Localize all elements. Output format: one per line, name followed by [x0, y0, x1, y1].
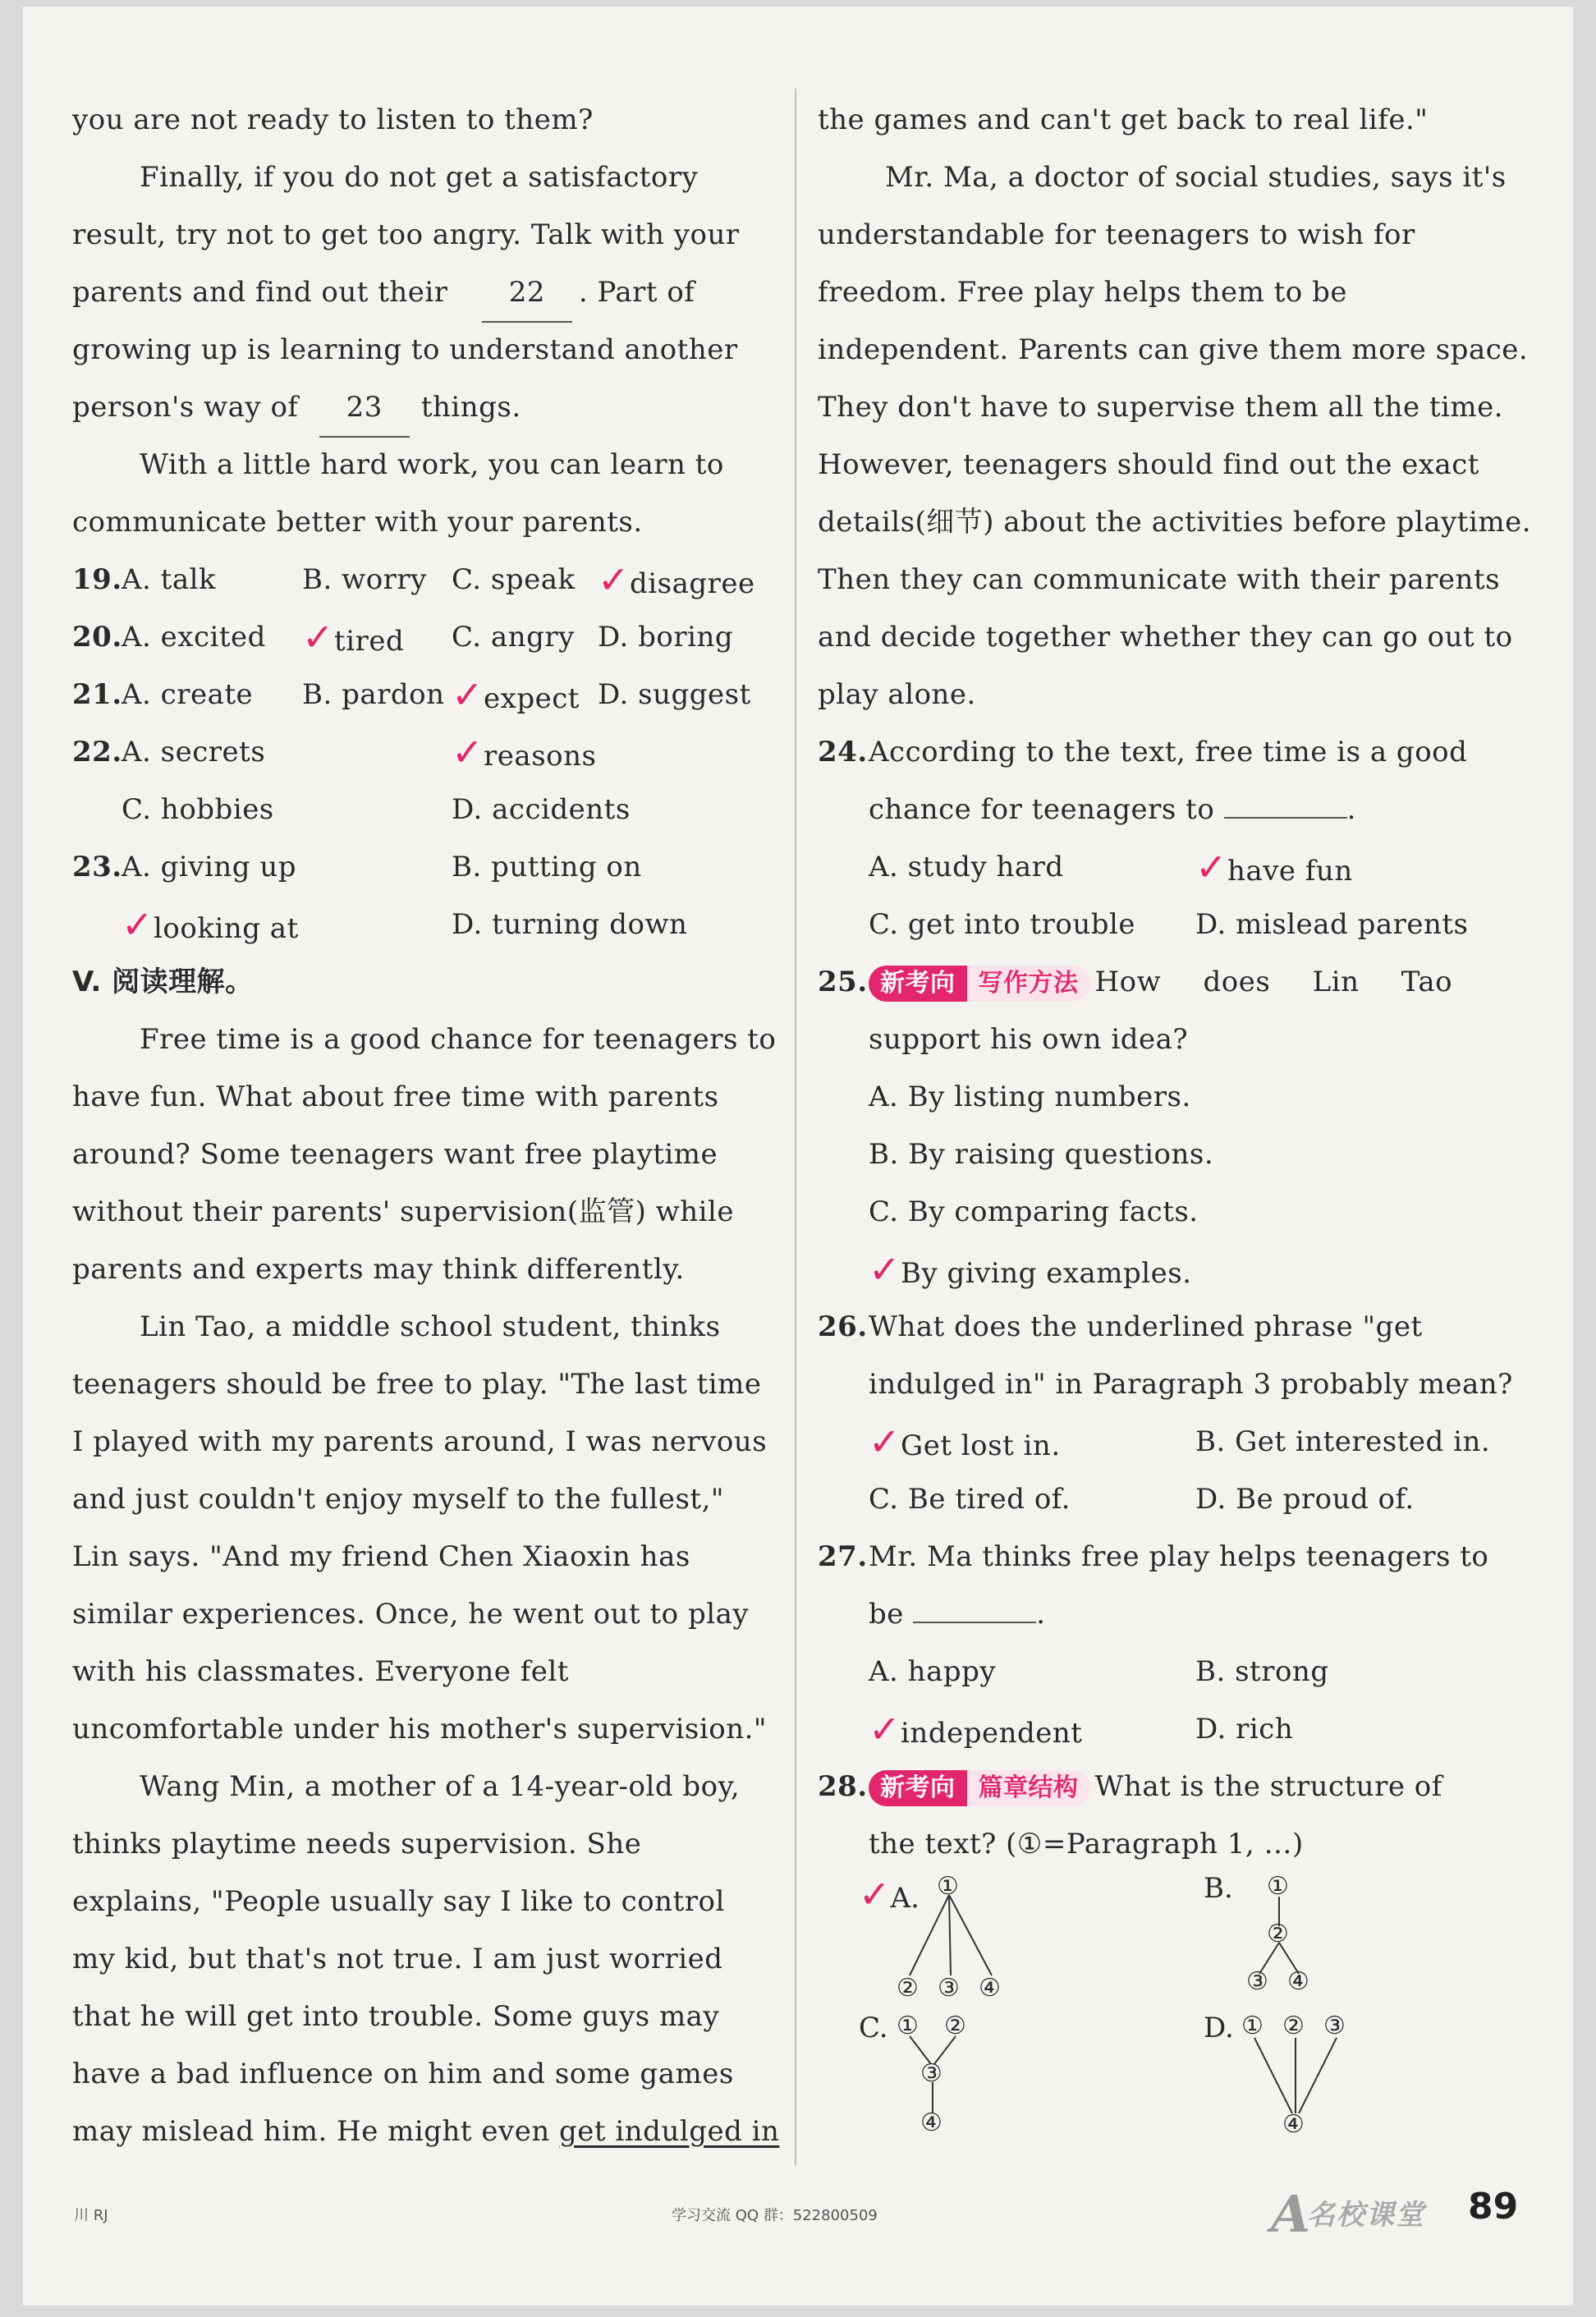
question-number: 21.: [72, 678, 122, 711]
node-1: ①: [1267, 1872, 1289, 1901]
question-stem: According to the text, free time is a good: [869, 736, 1468, 769]
tree-diagram: [859, 2010, 1105, 2158]
question-number: 28.: [818, 1770, 868, 1803]
option-b: [1195, 838, 1353, 900]
text-fragment: person's way of: [72, 391, 299, 424]
text-fragment: parents and find out their: [72, 276, 448, 309]
option-c: C. Be tired of.: [869, 1483, 1071, 1516]
structure-diagram-d: [1204, 2010, 1450, 2158]
node-2: ②: [1282, 2012, 1305, 2040]
option-c: C. speak: [452, 563, 576, 596]
checkmark-icon: ✓: [869, 1247, 901, 1292]
question-26-options: [818, 1470, 1524, 1528]
option-label: C. By comparing facts.: [869, 1195, 1199, 1228]
text-line: communicate better with your parents.: [72, 506, 643, 539]
column-divider: [795, 89, 796, 2166]
text-line: growing up is learning to understand another: [72, 333, 738, 366]
option-c: C. angry: [452, 621, 575, 654]
checkmark-icon: ✓: [122, 902, 154, 947]
text-line: [72, 264, 778, 321]
structure-diagram-b: [1204, 1870, 1417, 2010]
question-26-options: [818, 1413, 1524, 1470]
option-label: independent: [901, 1717, 1083, 1750]
node-4: ④: [979, 1974, 1001, 2003]
passage-line: independent. Parents can give them more space.: [818, 333, 1529, 366]
option-d: D. rich: [1195, 1713, 1294, 1746]
passage-line: I played with my parents around, I was nervous: [72, 1425, 768, 1458]
passage-line: understandable for teenagers to wish for: [818, 218, 1415, 251]
text-line: result, try not to get too angry. Talk with your: [72, 218, 740, 251]
question-28: [818, 1758, 1524, 1815]
passage-line: and decide together whether they can go out to: [818, 621, 1513, 654]
logo-letter-icon: A: [1271, 2184, 1311, 2244]
question-23-cont: [72, 896, 778, 953]
passage-line: similar experiences. Once, he went out to play: [72, 1598, 750, 1631]
option-label: B. By raising questions.: [869, 1138, 1214, 1171]
checkmark-icon: ✓: [302, 615, 335, 659]
option-c: [818, 1183, 1524, 1241]
tag-new-trend: 新考向: [869, 1770, 967, 1806]
option-label: A. By listing numbers.: [869, 1081, 1191, 1113]
node-3: ③: [1323, 2012, 1346, 2040]
question-19: [72, 551, 778, 608]
option-d: D.: [1204, 2012, 1234, 2044]
passage-line: Wang Min, a mother of a 14-year-old boy,: [140, 1770, 741, 1803]
question-21: [72, 666, 778, 723]
text-line: Finally, if you do not get a satisfactory: [140, 161, 699, 194]
passage-line: parents and experts may think differently.: [72, 1253, 685, 1286]
option-label: Get lost in.: [901, 1429, 1061, 1462]
option-label: looking at: [154, 912, 299, 945]
question-22: [72, 723, 778, 781]
question-stem: Mr. Ma thinks free play helps teenagers to: [869, 1540, 1489, 1573]
option-c: C.: [859, 2012, 888, 2044]
option-a: A. happy: [869, 1655, 997, 1688]
checkmark-icon: ✓: [869, 1707, 901, 1751]
underlined-phrase: get indulged in: [559, 2115, 780, 2148]
question-number: 22.: [72, 736, 122, 769]
passage-line: the games and can't get back to real life.": [818, 103, 1429, 136]
question-24-stem: [818, 781, 1524, 838]
question-number: 20.: [72, 621, 122, 654]
node-2: ②: [944, 2012, 966, 2040]
passage-line: around? Some teenagers want free playtime: [72, 1138, 718, 1171]
question-number: 27.: [818, 1540, 868, 1573]
question-number: 26.: [818, 1310, 868, 1343]
text-line: [72, 379, 778, 436]
passage-line: have fun. What about free time with parents: [72, 1081, 719, 1113]
text-fragment: may mislead him. He might even: [72, 2115, 550, 2148]
option-label: expect: [484, 682, 580, 715]
page: [23, 7, 1573, 2306]
node-3: ③: [920, 2059, 942, 2088]
question-26-stem: [818, 1356, 1524, 1413]
node-3: ③: [1246, 1967, 1268, 1996]
passage-line: explains, "People usually say I like to control: [72, 1885, 725, 1918]
option-label: A.: [890, 1882, 920, 1915]
structure-diagram-a: [859, 1870, 1105, 2010]
passage-line: teenagers should be free to play. "The last time: [72, 1368, 762, 1401]
question-24: [818, 723, 1524, 781]
option-b: B. pardon: [302, 678, 445, 711]
blank-22: 22: [482, 264, 572, 323]
option-b: [818, 1126, 1524, 1183]
option-d: [818, 1241, 1524, 1298]
option-d: D. accidents: [452, 793, 631, 826]
question-20: [72, 608, 778, 666]
node-2: ②: [897, 1974, 919, 2003]
option-b: B. Get interested in.: [1195, 1425, 1491, 1458]
passage-line: that he will get into trouble. Some guys may: [72, 2000, 720, 2033]
option-a: A. secrets: [122, 736, 266, 769]
page-number: 89: [1468, 2186, 1519, 2228]
question-number: 25.: [818, 966, 868, 998]
option-b: B. strong: [1195, 1655, 1329, 1688]
passage-line: However, teenagers should find out the exact: [818, 448, 1479, 481]
option-b: B. putting on: [452, 851, 642, 883]
question-24-options: [818, 896, 1524, 953]
question-number: 23.: [72, 851, 122, 883]
question-stem: support his own idea?: [869, 1023, 1189, 1056]
brand-logo: [1271, 2184, 1476, 2244]
passage-line: my kid, but that's not true. I am just worried: [72, 1943, 723, 1975]
question-stem: indulged in" in Paragraph 3 probably mean?: [869, 1368, 1513, 1401]
question-26: [818, 1298, 1524, 1356]
footer-qq-group: 学习交流 QQ 群：522800509: [672, 2207, 878, 2224]
question-22-cont: [72, 781, 778, 838]
text-line: you are not ready to listen to them?: [72, 103, 594, 136]
node-1: ①: [1241, 2012, 1264, 2040]
option-c: C. hobbies: [122, 793, 274, 826]
question-stem: How does Lin Tao: [1094, 966, 1453, 998]
node-3: ③: [938, 1974, 960, 2003]
structure-diagram-c: [859, 2010, 1105, 2158]
question-stem: What does the underlined phrase "get: [869, 1310, 1423, 1343]
tag-category: 写作方法: [967, 966, 1090, 1002]
question-23: [72, 838, 778, 896]
option-c: [452, 666, 580, 727]
option-b: B. worry: [302, 563, 427, 596]
question-27-stem: [818, 1585, 1524, 1643]
text-fragment: . Part of: [578, 276, 695, 309]
answer-blank: [1224, 817, 1347, 819]
passage-line: uncomfortable under his mother's supervision.": [72, 1713, 768, 1746]
node-1: ①: [937, 1872, 959, 1901]
passage-line: freedom. Free play helps them to be: [818, 276, 1347, 309]
passage-line: Free time is a good chance for teenagers to: [140, 1023, 777, 1056]
option-label: have fun: [1227, 855, 1353, 888]
question-25: [818, 953, 1524, 1011]
passage-line: Lin says. "And my friend Chen Xiaoxin has: [72, 1540, 690, 1573]
checkmark-icon: ✓: [452, 730, 484, 774]
option-a: A. talk: [122, 563, 217, 596]
option-c: [869, 1700, 1082, 1762]
option-label: reasons: [484, 740, 597, 773]
answer-blank: [913, 1622, 1036, 1623]
checkmark-icon: ✓: [1195, 845, 1228, 889]
footer-edition: 川 RJ: [74, 2207, 108, 2224]
node-2: ②: [1267, 1920, 1289, 1948]
option-d: D. Be proud of.: [1195, 1483, 1415, 1516]
option-a: [869, 1413, 1061, 1475]
option-c: C. get into trouble: [869, 908, 1136, 941]
passage-line: have a bad influence on him and some games: [72, 2058, 734, 2090]
passage-line: without their parents' supervision(监管) while: [72, 1195, 735, 1228]
passage-line: Mr. Ma, a doctor of social studies, says it's: [885, 161, 1507, 194]
question-27: [818, 1528, 1524, 1585]
node-4: ④: [1287, 1967, 1309, 1996]
checkmark-icon: ✓: [452, 672, 484, 717]
tag-new-trend: 新考向: [869, 966, 967, 1002]
option-d: D. turning down: [452, 908, 688, 941]
option-c: [122, 896, 299, 957]
question-stem: the text? (①=Paragraph 1, …): [869, 1828, 1304, 1860]
passage-line: They don't have to supervise them all the time.: [818, 391, 1504, 424]
checkmark-icon: ✓: [598, 557, 631, 602]
option-d: [598, 551, 755, 613]
option-a: A. create: [122, 678, 254, 711]
stem-text: chance for teenagers to: [869, 793, 1215, 826]
passage-line: thinks playtime needs supervision. She: [72, 1828, 642, 1860]
question-stem: be .: [869, 1598, 1046, 1631]
option-a: [818, 1068, 1524, 1126]
option-a: A. excited: [122, 621, 266, 654]
question-24-options: [818, 838, 1524, 896]
node-4: ④: [920, 2108, 942, 2137]
question-27-options: [818, 1643, 1524, 1700]
node-1: ①: [897, 2012, 919, 2040]
checkmark-icon: ✓: [859, 1872, 891, 1916]
question-stem: What is the structure of: [1094, 1770, 1442, 1803]
option-a: A. giving up: [122, 851, 297, 883]
logo-text: 名校课堂: [1307, 2199, 1425, 2232]
tree-diagram: [1204, 1870, 1417, 2010]
question-stem: chance for teenagers to .: [869, 793, 1356, 826]
question-number: 24.: [818, 736, 868, 769]
question-28-stem: [818, 1815, 1524, 1873]
passage-line: Then they can communicate with their parents: [818, 563, 1501, 596]
option-b: B.: [1204, 1872, 1233, 1905]
section-heading: V. 阅读理解。: [72, 966, 254, 998]
passage-line: with his classmates. Everyone felt: [72, 1655, 569, 1688]
question-27-options: [818, 1700, 1524, 1758]
text-line: With a little hard work, you can learn to: [140, 448, 724, 481]
question-25-stem: [818, 1011, 1524, 1068]
option-b: [452, 723, 596, 785]
option-label: tired: [334, 625, 405, 658]
checkmark-icon: ✓: [869, 1420, 901, 1464]
question-tag: [869, 953, 1452, 1011]
tag-category: 篇章结构: [967, 1770, 1090, 1806]
option-d: [869, 1241, 1192, 1302]
passage-line: Lin Tao, a middle school student, thinks: [140, 1310, 721, 1343]
option-d: D. mislead parents: [1195, 908, 1469, 941]
node-4: ④: [1282, 2110, 1305, 2139]
question-number: 19.: [72, 563, 122, 596]
passage-line: play alone.: [818, 678, 976, 711]
passage-line: [72, 2103, 778, 2160]
option-a: A. study hard: [869, 851, 1064, 883]
option-label: disagree: [630, 567, 755, 600]
passage-line: and just couldn't enjoy myself to the fullest,": [72, 1483, 725, 1516]
stem-text: be: [869, 1598, 904, 1631]
passage-line: details(细节) about the activities before playtime.: [818, 506, 1532, 539]
option-d: D. boring: [598, 621, 734, 654]
question-tag: [869, 1758, 1442, 1815]
option-d: D. suggest: [598, 678, 751, 711]
option-b: [302, 608, 404, 670]
option-label: By giving examples.: [901, 1257, 1192, 1290]
text-fragment: things.: [420, 391, 521, 424]
blank-23: 23: [319, 379, 410, 438]
